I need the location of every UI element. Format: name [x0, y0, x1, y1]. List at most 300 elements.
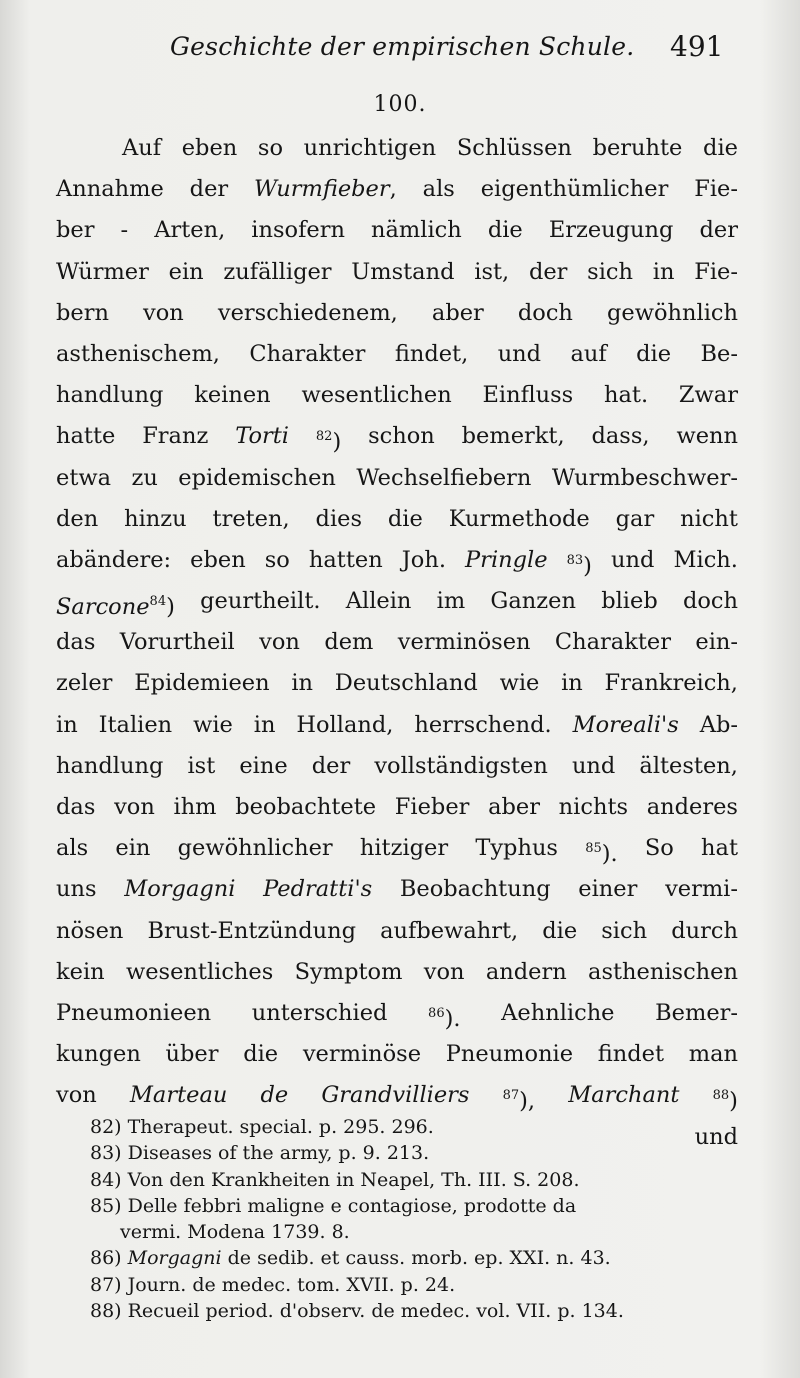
text-run: Auf: [122, 135, 162, 161]
text-run: ihm: [173, 794, 217, 820]
word: [187, 746, 215, 787]
word: [559, 787, 628, 828]
footnote-reference: 83: [566, 552, 584, 568]
word: [552, 458, 738, 499]
text-run: bemerkt,: [461, 423, 565, 450]
word: [529, 252, 567, 293]
italic-text: Morgagni: [124, 876, 236, 903]
word: [446, 1034, 573, 1075]
word: [263, 869, 372, 910]
text-run: wesentlichen: [301, 382, 452, 409]
footnotes: [90, 1114, 746, 1324]
italic-text: Marteau: [129, 1082, 228, 1109]
text-run: Allein: [345, 588, 412, 615]
word: [567, 540, 592, 581]
word: [647, 787, 738, 828]
word: [653, 252, 675, 293]
text-line: [56, 540, 738, 581]
word: [518, 293, 573, 334]
word: [346, 581, 412, 622]
text-run: Holland,: [296, 711, 394, 738]
word: [598, 1034, 664, 1075]
word: [304, 128, 436, 169]
word: [335, 663, 478, 704]
word: [694, 169, 738, 210]
word: [423, 169, 455, 210]
text-run: unterschied: [251, 999, 388, 1026]
italic-text: Marchant: [568, 1082, 680, 1109]
italic-text: Torti: [235, 423, 290, 450]
word: [645, 828, 674, 869]
word: [235, 416, 289, 457]
text-run: Bemer-: [655, 999, 738, 1026]
word: [301, 375, 451, 416]
word: [398, 622, 531, 663]
footnote-line: [90, 1298, 746, 1324]
text-run: vermi. Modena 1739. 8.: [120, 1221, 350, 1244]
text-run: zufälliger: [223, 258, 332, 285]
word: [254, 169, 397, 210]
text-line: [56, 252, 738, 293]
footnote-line: [90, 1272, 746, 1298]
word: [147, 911, 356, 952]
text-run: eigenthümlicher: [480, 176, 669, 203]
italic-text: Pedratti's: [263, 876, 373, 903]
word: [126, 952, 273, 993]
text-run: hatten: [308, 546, 383, 573]
footnote-reference: 85: [585, 841, 602, 857]
text-run: zeler: [56, 670, 113, 697]
text-run: insofern: [251, 217, 345, 244]
word: [56, 993, 211, 1034]
word: [351, 252, 454, 293]
text-run: ).: [444, 1005, 461, 1032]
text-run: Annahme: [56, 176, 164, 203]
word: [414, 705, 551, 746]
footnote-reference: 84: [149, 594, 167, 610]
page-number: 491: [670, 30, 724, 63]
text-run: wesentliches: [125, 958, 274, 985]
text-run: gewöhnlich: [607, 299, 738, 326]
italic-text: de: [260, 1082, 289, 1109]
text-line: [56, 993, 738, 1034]
text-run: sich: [601, 917, 648, 944]
word: [572, 746, 615, 787]
text-line: [56, 828, 738, 869]
word: [604, 375, 648, 416]
word: [380, 911, 518, 952]
word: [616, 499, 655, 540]
word: [56, 911, 123, 952]
word: [665, 869, 738, 910]
text-run: gar: [615, 505, 655, 532]
text-run: beruhte: [592, 135, 683, 161]
text-run: der: [311, 752, 351, 779]
text-run: gewöhnlicher: [177, 835, 333, 862]
text-run: der: [189, 176, 229, 203]
text-run: und: [611, 546, 655, 573]
text-run: wie: [499, 670, 540, 697]
footnote-line: [90, 1245, 746, 1271]
word: [368, 416, 435, 457]
text-run: Italien: [98, 711, 173, 738]
word: [680, 499, 738, 540]
word: [260, 1075, 288, 1116]
text-run: geurtheilt.: [200, 588, 321, 615]
word: [213, 499, 290, 540]
word: [142, 416, 208, 457]
word: [671, 911, 738, 952]
word: [483, 375, 574, 416]
word: [56, 169, 164, 210]
text-run: ist: [187, 752, 216, 779]
italic-text: Grandvilliers: [321, 1082, 470, 1109]
text-run: Pneumonie: [445, 1041, 574, 1068]
word: [488, 210, 523, 251]
text-run: ).: [601, 841, 618, 868]
footnote-reference: 82: [315, 429, 333, 445]
text-run: die: [636, 340, 672, 367]
word: [56, 458, 111, 499]
text-run: der: [699, 217, 738, 244]
word: [601, 911, 647, 952]
text-line: [56, 375, 738, 416]
word: [676, 416, 738, 457]
word: [578, 869, 637, 910]
text-line: [56, 622, 738, 663]
word: [591, 416, 649, 457]
text-run: und: [497, 340, 542, 367]
text-run: Be-: [700, 340, 738, 367]
word: [374, 746, 548, 787]
text-line: [56, 1034, 738, 1075]
word: [312, 746, 350, 787]
text-run: Vorurtheil: [119, 629, 235, 656]
text-run: kungen: [56, 1041, 141, 1068]
word: [56, 416, 115, 457]
text-line: [56, 952, 738, 993]
body-text: [56, 128, 738, 1158]
word: [56, 252, 149, 293]
word: [193, 705, 233, 746]
text-run: bern: [56, 299, 109, 326]
word: [134, 663, 269, 704]
word: [475, 828, 558, 869]
word: [457, 128, 572, 169]
text-line: [56, 169, 738, 210]
word: [56, 828, 88, 869]
word: [673, 540, 737, 581]
word: [588, 952, 738, 993]
text-run: kein: [56, 958, 105, 985]
text-run: -: [120, 217, 129, 244]
word: [259, 622, 300, 663]
word: [291, 663, 313, 704]
text-run: etwa: [56, 464, 112, 491]
word: [695, 622, 738, 663]
text-run: so: [264, 546, 290, 573]
text-line: [56, 499, 738, 540]
text-run: Aehnliche: [501, 999, 615, 1026]
text-run: ein: [168, 258, 204, 285]
word: [555, 622, 671, 663]
text-run: vollständigsten: [374, 752, 548, 779]
text-run: de sedib. et causs. morb. ep. XXI. n. 43.: [221, 1247, 611, 1270]
text-run: ein: [115, 835, 151, 862]
word: [56, 663, 112, 704]
word: [56, 1034, 141, 1075]
word: [56, 210, 94, 251]
word: [131, 458, 157, 499]
text-run: handlung: [56, 752, 164, 779]
text-run: Joh.: [401, 546, 446, 573]
running-title: Geschichte der empirischen Schule.: [170, 32, 635, 61]
text-run: Arten,: [154, 217, 226, 244]
word: [428, 993, 460, 1034]
text-run: vermi-: [665, 876, 738, 903]
text-run: ältesten,: [639, 752, 738, 779]
text-run: Schlüssen: [456, 135, 572, 161]
text-run: ): [332, 429, 342, 456]
text-run: über: [165, 1041, 219, 1068]
text-run: in: [652, 258, 675, 285]
text-run: dem: [324, 629, 374, 656]
word: [56, 334, 220, 375]
word: [251, 210, 345, 251]
word: [462, 416, 565, 457]
footnote-line: [90, 1219, 746, 1245]
text-run: so: [257, 135, 284, 161]
text-run: Charakter: [554, 629, 671, 656]
word: [316, 416, 341, 457]
footnote-reference: 86: [428, 1005, 445, 1021]
word: [498, 334, 541, 375]
text-run: ),: [519, 1088, 536, 1115]
word: [56, 705, 78, 746]
italic-text: Moreali's: [572, 711, 679, 738]
text-run: Frankreich,: [604, 670, 738, 697]
word: [490, 581, 576, 622]
text-run: von: [56, 1082, 97, 1109]
text-run: die: [387, 505, 423, 532]
text-run: nichts: [558, 794, 629, 820]
text-run: Zwar: [678, 382, 738, 409]
text-run: man: [688, 1041, 738, 1068]
word: [130, 1075, 227, 1116]
text-run: unrichtigen: [303, 135, 437, 161]
text-run: aufbewahrt,: [380, 917, 519, 944]
word: [223, 252, 331, 293]
footnote-line: [90, 1114, 746, 1140]
text-run: epidemischen: [178, 464, 336, 491]
text-run: ): [729, 1088, 738, 1115]
text-run: einer: [578, 876, 638, 903]
word: [605, 663, 738, 704]
word: [316, 499, 362, 540]
text-run: Charakter: [249, 340, 366, 367]
word: [321, 1075, 469, 1116]
word: [56, 499, 98, 540]
text-line: [56, 416, 738, 457]
text-line: [56, 746, 738, 787]
text-run: die: [487, 217, 523, 244]
text-run: das: [56, 629, 96, 656]
word: [585, 828, 617, 869]
word: [542, 911, 577, 952]
text-run: Wechselfiebern: [356, 464, 532, 491]
footnote-line: [90, 1193, 746, 1219]
italic-text: Pringle: [465, 546, 548, 573]
text-run: Typhus: [475, 835, 558, 862]
footnote-line: [90, 1167, 746, 1193]
text-run: Umstand: [351, 258, 455, 285]
text-run: das: [56, 794, 96, 820]
word: [121, 210, 129, 251]
word: [360, 828, 448, 869]
text-run: Deutschland: [334, 670, 478, 697]
text-run: ein-: [695, 629, 738, 656]
text-run: 86): [90, 1247, 128, 1270]
word: [324, 622, 373, 663]
text-run: Fieber: [394, 794, 470, 820]
word: [465, 540, 548, 581]
text-run: Beobachtung: [399, 876, 551, 903]
word: [593, 128, 683, 169]
word: [254, 705, 276, 746]
italic-text: Morgagni: [127, 1247, 222, 1270]
word: [218, 293, 398, 334]
text-line: [56, 869, 738, 910]
text-run: durch: [671, 917, 738, 944]
word: [99, 705, 173, 746]
text-run: abändere:: [56, 546, 172, 573]
text-line: [56, 911, 738, 952]
word: [501, 993, 614, 1034]
text-run: verschiedenem,: [217, 299, 398, 326]
word: [639, 746, 738, 787]
word: [296, 705, 393, 746]
text-run: eben: [181, 135, 238, 161]
text-run: den: [56, 505, 99, 532]
text-run: zu: [131, 464, 158, 491]
text-run: ber: [56, 217, 95, 244]
text-run: Fie-: [694, 176, 738, 203]
text-run: beobachtete: [235, 794, 377, 820]
text-run: 87) Journ. de medec. tom. XVII. p. 24.: [90, 1273, 456, 1296]
word: [243, 1034, 278, 1075]
text-run: Epidemieen: [134, 670, 270, 697]
text-run: in: [561, 670, 583, 697]
text-run: Fie-: [694, 258, 738, 285]
text-line: [56, 1075, 738, 1116]
text-run: Kurmethode: [448, 505, 590, 532]
text-run: findet: [597, 1041, 665, 1068]
text-run: von: [143, 299, 184, 326]
word: [500, 663, 540, 704]
word: [701, 334, 738, 375]
text-line: [56, 787, 738, 828]
text-run: doch: [682, 588, 738, 615]
word: [549, 210, 674, 251]
text-run: von: [259, 629, 300, 656]
section-number: 100.: [373, 92, 427, 117]
word: [56, 746, 163, 787]
text-run: Erzeugung: [548, 217, 674, 244]
text-run: die: [542, 917, 578, 944]
word: [258, 128, 283, 169]
text-run: Mich.: [673, 546, 738, 573]
text-run: auf: [570, 340, 607, 367]
word: [694, 252, 738, 293]
text-line: [56, 663, 738, 704]
text-run: nämlich: [371, 217, 462, 244]
text-run: wenn: [676, 423, 738, 450]
word: [56, 293, 109, 334]
text-run: 83) Diseases of the army, p. 9. 213.: [90, 1142, 430, 1165]
word: [154, 210, 225, 251]
word: [182, 128, 238, 169]
word: [178, 828, 333, 869]
word: [636, 334, 671, 375]
word: [700, 705, 738, 746]
word: [190, 540, 246, 581]
text-run: hitziger: [359, 835, 449, 862]
text-run: Ab-: [699, 711, 738, 738]
text-run: und: [571, 752, 616, 779]
text-run: als: [56, 835, 89, 862]
text-run: in: [56, 711, 78, 738]
text-run: Pneumonieen: [56, 999, 212, 1026]
word: [587, 252, 633, 293]
text-line: [56, 293, 738, 334]
text-run: Ganzen: [490, 588, 576, 615]
word: [713, 1075, 738, 1116]
word: [503, 1075, 535, 1116]
word: [174, 787, 217, 828]
text-run: dass,: [591, 423, 650, 450]
word: [252, 993, 388, 1034]
text-run: treten,: [212, 505, 290, 532]
text-line: [56, 210, 738, 251]
text-run: 82) Therapeut. special. p. 295. 296.: [90, 1116, 434, 1138]
word: [481, 169, 669, 210]
word: [683, 581, 738, 622]
word: [190, 169, 228, 210]
word: [703, 128, 738, 169]
text-run: Franz: [142, 423, 209, 450]
text-run: schon: [368, 423, 435, 450]
word: [571, 334, 607, 375]
word: [56, 787, 95, 828]
word: [56, 869, 97, 910]
text-line: [56, 581, 738, 622]
word: [56, 375, 163, 416]
word: [432, 293, 484, 334]
text-run: eine: [239, 752, 288, 779]
text-run: ,: [389, 176, 397, 203]
text-run: eben: [190, 546, 246, 573]
text-run: ist,: [474, 258, 510, 285]
word: [607, 293, 738, 334]
word: [166, 1034, 219, 1075]
word: [56, 622, 95, 663]
text-run: der: [528, 258, 568, 285]
text-line: [56, 128, 738, 169]
text-run: 84) Von den Krankheiten in Neapel, Th. III. S. 208.: [90, 1168, 580, 1191]
word: [235, 787, 376, 828]
text-run: handlung: [56, 382, 164, 409]
word: [143, 293, 184, 334]
